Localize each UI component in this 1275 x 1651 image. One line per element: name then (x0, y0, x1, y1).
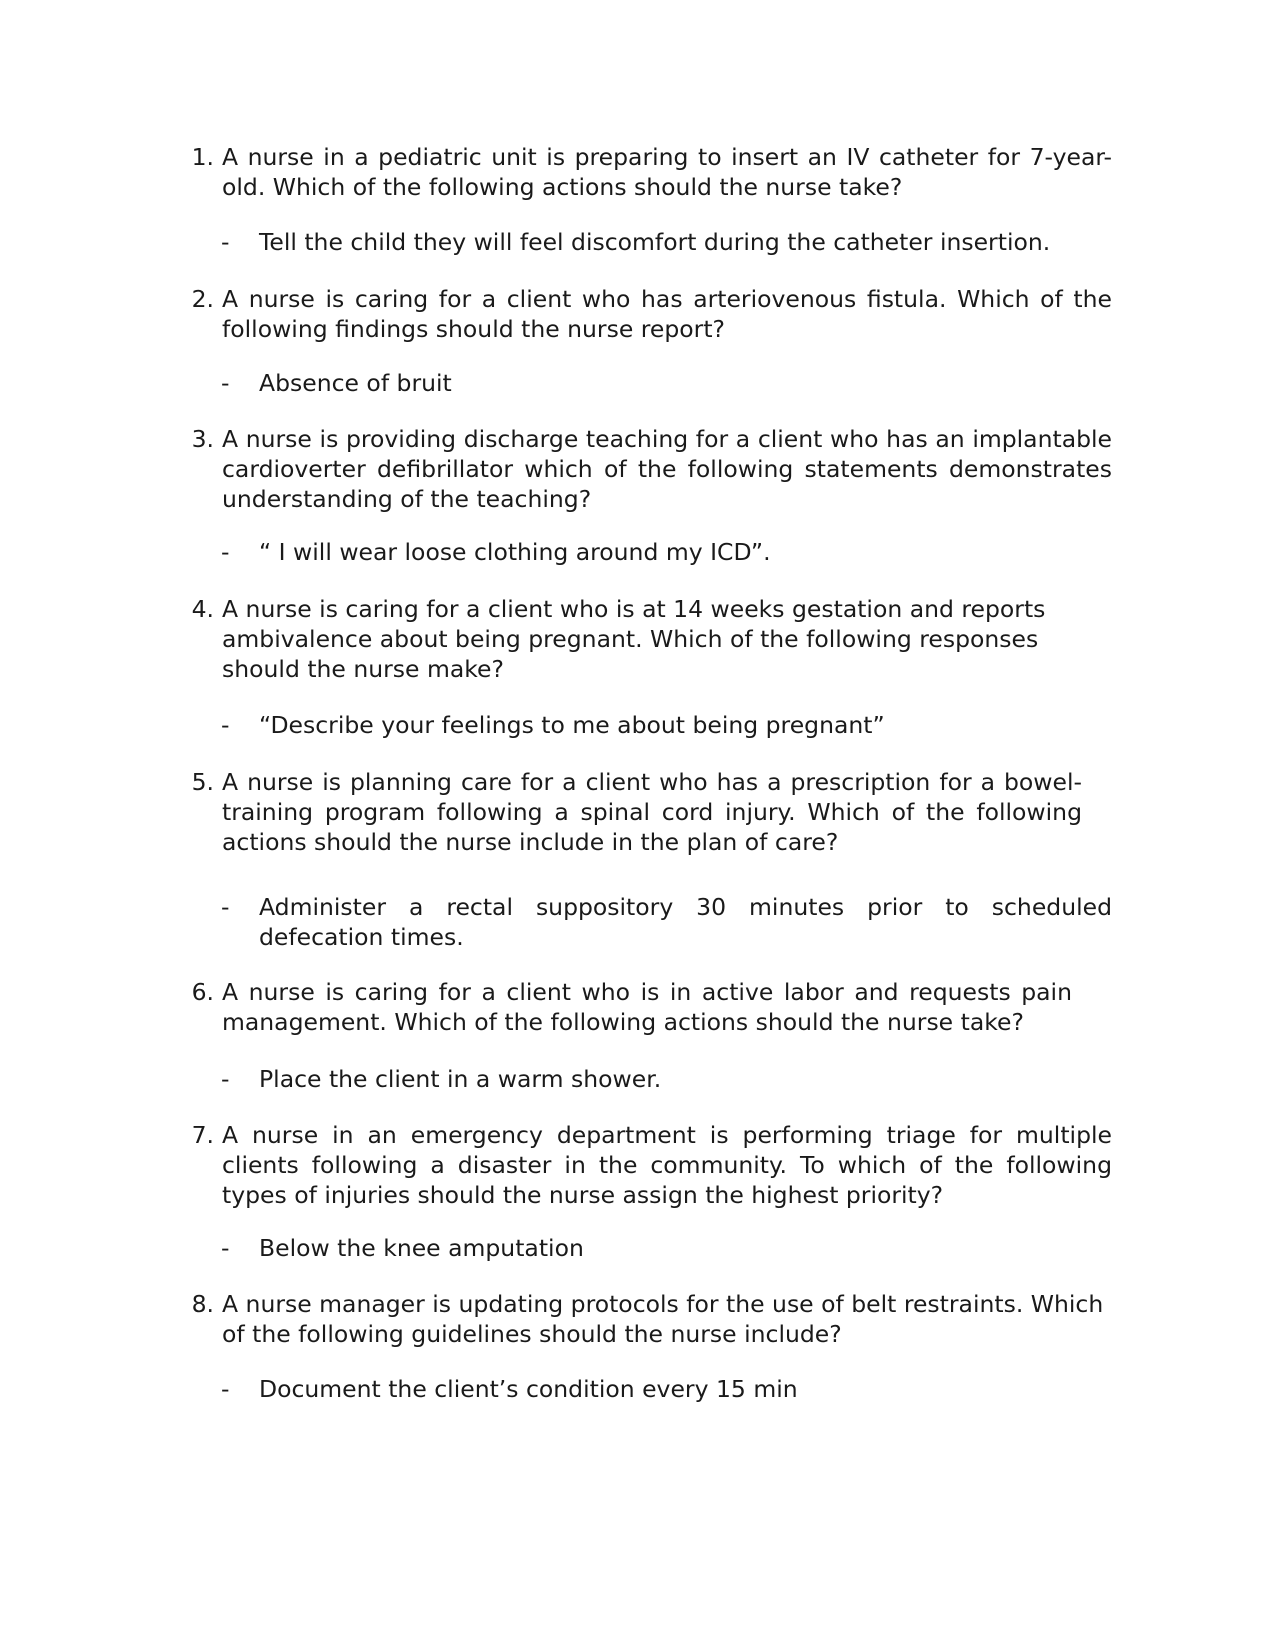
question-number: 6. (191, 978, 214, 1006)
question-item (191, 1120, 1112, 1210)
answer-bullet: - (221, 228, 230, 256)
question-number: 4. (191, 595, 214, 623)
answer-item (221, 1064, 1112, 1094)
answer-item (221, 892, 1112, 952)
question-item (191, 1289, 1112, 1349)
question-text: A nurse manager is updating protocols for the use of belt restraints. Which of the following guidelines should the nurse include? (222, 1290, 1104, 1348)
answer-bullet: - (221, 1065, 230, 1093)
question-text: A nurse is providing discharge teaching for a client who has an implantable cardioverter defibrillator which of the following statements demonstrates understanding of the teaching? (222, 425, 1112, 513)
answer-bullet: - (221, 1375, 230, 1403)
question-item (191, 594, 1072, 684)
answer-text: Absence of bruit (259, 369, 452, 397)
answer-text: Below the knee amputation (259, 1234, 584, 1262)
question-number: 7. (191, 1121, 214, 1149)
answer-item (221, 710, 1112, 740)
answer-bullet: - (221, 1234, 230, 1262)
question-text: A nurse in a pediatric unit is preparing to insert an IV catheter for 7-year-old. Which of the following actions should the nurse take? (222, 143, 1112, 201)
answer-item (221, 537, 1112, 567)
question-text: A nurse is caring for a client who is in active labor and requests pain management. Which of the following actions should the nurse take? (222, 978, 1072, 1036)
question-text: A nurse is caring for a client who is at 14 weeks gestation and reports ambivalence about being pregnant. Which of the following responses should the nurse make? (222, 595, 1046, 683)
question-item (191, 424, 1112, 514)
question-text: A nurse is caring for a client who has arteriovenous fistula. Which of the following findings should the nurse report? (222, 285, 1112, 343)
question-number: 1. (191, 143, 214, 171)
question-number: 3. (191, 425, 214, 453)
answer-bullet: - (221, 711, 230, 739)
question-text: A nurse is planning care for a client who has a prescription for a bowel-training program following a spinal cord injury. Which of the following actions should the nurse include in the plan of care? (222, 768, 1082, 856)
question-item (191, 977, 1072, 1037)
answer-text: Tell the child they will feel discomfort during the catheter insertion. (259, 228, 1051, 256)
answer-text: Place the client in a warm shower. (259, 1065, 662, 1093)
answer-item (221, 1233, 1112, 1263)
answer-text: “ I will wear loose clothing around my ICD”. (259, 538, 771, 566)
question-number: 5. (191, 768, 214, 796)
answer-text: Administer a rectal suppository 30 minutes prior to scheduled defecation times. (259, 893, 1112, 951)
question-number: 2. (191, 285, 214, 313)
answer-item (221, 368, 1112, 398)
answer-item (221, 227, 1112, 257)
answer-text: “Describe your feelings to me about being pregnant” (259, 711, 885, 739)
answer-bullet: - (221, 369, 230, 397)
answer-text: Document the client’s condition every 15 min (259, 1375, 798, 1403)
answer-bullet: - (221, 893, 230, 921)
question-number: 8. (191, 1290, 214, 1318)
question-text: A nurse in an emergency department is performing triage for multiple clients following a disaster in the community. To which of the following types of injuries should the nurse assign the highest priority? (222, 1121, 1112, 1209)
answer-item (221, 1374, 1112, 1404)
question-item (191, 767, 1082, 857)
answer-bullet: - (221, 538, 230, 566)
question-item (191, 142, 1112, 202)
question-item (191, 284, 1112, 344)
